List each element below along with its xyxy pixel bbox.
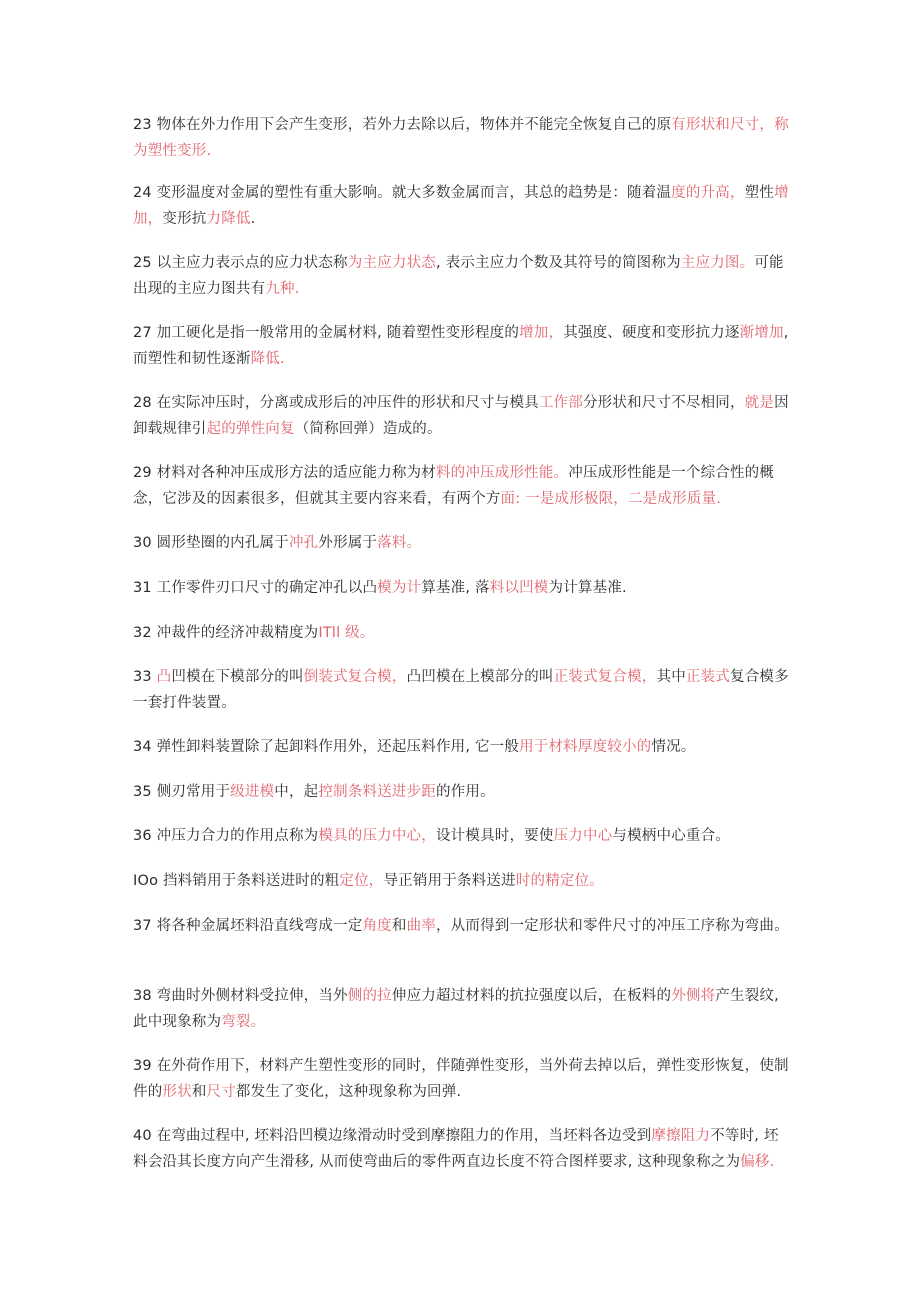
body-text: 27 加工硬化是指一般常用的金属材料, 随着塑性变形程度的: [133, 325, 520, 341]
body-text: 23 物体在外力作用下会产生变形，若外力去除以后，物体并不能完全恢复自己的原: [133, 117, 672, 133]
body-text: 32 冲裁件的经济冲裁精度为: [133, 625, 319, 641]
paragraph-35: [133, 779, 793, 805]
paragraph-24: [133, 180, 793, 232]
body-text: 外形属于: [318, 535, 378, 551]
highlighted-text: 正装式复合模，: [553, 669, 657, 685]
body-text: 其中: [656, 669, 686, 685]
highlighted-text: 冲孔: [288, 535, 319, 551]
highlighted-text: 主应力图。: [680, 255, 755, 271]
highlighted-text: 料的冲压成形性能。: [435, 465, 569, 481]
highlighted-text: 面: 一是成形极限，二是成形质量.: [500, 491, 722, 507]
highlighted-text: 模具的压力中心，: [318, 828, 436, 844]
paragraph-32: [133, 620, 793, 646]
highlighted-text: 侧的拉: [347, 988, 392, 1004]
body-text: 37 将各种金属坯料沿直线弯成一定: [133, 918, 363, 934]
body-text: 38 弯曲时外侧材料受拉伸，当外: [133, 988, 348, 1004]
highlighted-text: 形状: [162, 1084, 192, 1100]
body-text: 40 在弯曲过程中, 坯料沿凹模边缘滑动时受到摩擦阻力的作用，当坯料各边受到: [133, 1128, 652, 1144]
body-text: 33: [133, 669, 157, 685]
body-text: 为计算基准.: [548, 580, 627, 596]
paragraph-25: [133, 250, 793, 302]
paragraph-31: [133, 575, 793, 601]
highlighted-text: 落料。: [377, 535, 422, 551]
body-text: 凸凹模在上模部分的叫: [406, 669, 554, 685]
body-text: 和: [391, 918, 407, 934]
highlighted-text: 有形状和尺寸，称为塑性变形.: [133, 117, 789, 159]
body-text: 因卸载规律引: [133, 395, 789, 437]
paragraph-29: [133, 460, 793, 512]
highlighted-text: 起的弹性向复: [206, 421, 295, 437]
body-text: 复合模多一套打件装置。: [133, 669, 789, 711]
highlighted-text: 时的精定位。: [515, 873, 604, 889]
body-text: 30 圆形垫圈的内孔属于: [133, 535, 289, 551]
highlighted-text: 曲率: [406, 918, 436, 934]
highlighted-text: 偏移.: [740, 1154, 775, 1170]
body-text: 36 冲压力合力的作用点称为: [133, 828, 319, 844]
highlighted-text: 定位，: [339, 873, 384, 889]
body-text: 伸应力超过材料的抗拉强度以后，在板料的: [391, 988, 672, 1004]
body-text: 算基准, 落: [421, 580, 490, 596]
body-text: .: [250, 211, 256, 227]
body-text: , 表示主应力个数及其符号的简图称为: [435, 255, 681, 271]
paragraph-28: [133, 390, 793, 442]
highlighted-text: 增加，: [133, 185, 789, 227]
highlighted-text: 料以凹模: [489, 580, 549, 596]
highlighted-text: 角度: [362, 918, 392, 934]
highlighted-text: 压力中心: [553, 828, 613, 844]
highlighted-text: 增加，: [519, 325, 564, 341]
highlighted-text: 摩擦阻力: [651, 1128, 711, 1144]
body-text: 29 材料对各种冲压成形方法的适应能力称为材: [133, 465, 436, 481]
body-text: 导正销用于条料送进: [383, 873, 516, 889]
body-text: 设计模具时，要使: [435, 828, 554, 844]
body-text: 28 在实际冲压时，分离或成形后的冲压件的形状和尺寸与模具: [133, 395, 539, 411]
highlighted-text: 降低.: [250, 351, 285, 367]
highlighted-text: 外侧将: [671, 988, 716, 1004]
body-text: 和: [191, 1084, 207, 1100]
body-text: 24 变形温度对金属的塑性有重大影响。就大多数金属而言，其总的趋势是：随着温: [133, 185, 672, 201]
paragraph-23: [133, 112, 793, 164]
highlighted-text: 度的升高，: [671, 185, 745, 201]
body-text: , 而塑性和韧性逐渐: [133, 325, 789, 367]
highlighted-text: 九种.: [265, 281, 300, 297]
highlighted-text: 为主应力状态: [347, 255, 436, 271]
highlighted-text: 凸: [156, 669, 172, 685]
paragraph-33: [133, 664, 793, 716]
body-text: 与模柄中心重合。: [612, 828, 730, 844]
body-text: （简称回弹）造成的。: [294, 421, 442, 437]
paragraph-34: [133, 734, 793, 760]
body-text: 都发生了变化，这种现象称为回弹.: [235, 1084, 462, 1100]
body-text: 分形状和尺寸不尽相同，: [582, 395, 745, 411]
highlighted-text: ITll 级。: [318, 625, 375, 641]
paragraph-39: [133, 1053, 793, 1105]
body-text: 不等时, 坯料会沿其长度方向产生滑移, 从而使弯曲后的零件两直边长度不符合图样要求, 这种现象称之为: [133, 1128, 779, 1170]
body-text: 25 以主应力表示点的应力状态称: [133, 255, 348, 271]
body-text: ，从而得到一定形状和零件尺寸的冲压工序称为弯曲。: [435, 918, 789, 934]
highlighted-text: 级进模: [230, 784, 275, 800]
highlighted-text: 力降低: [206, 211, 251, 227]
body-text: 凹模在下模部分的叫: [171, 669, 304, 685]
highlighted-text: 倒装式复合模，: [303, 669, 407, 685]
body-text: 中，起: [274, 784, 319, 800]
body-text: 产生裂纹, 此中现象称为: [133, 988, 779, 1030]
paragraph-37: [133, 913, 793, 939]
body-text: 的作用。: [436, 784, 495, 800]
paragraph-36: [133, 823, 793, 849]
paragraph-40: [133, 1123, 793, 1175]
highlighted-text: 尺寸: [206, 1084, 236, 1100]
highlighted-text: 正装式: [685, 669, 731, 685]
body-text: 变形抗: [162, 211, 207, 227]
highlighted-text: 工作部: [538, 395, 583, 411]
highlighted-text: 弯裂。: [221, 1014, 266, 1030]
highlighted-text: 控制条料送进步距: [318, 784, 436, 800]
paragraph-38: [133, 983, 793, 1035]
body-text: IOo 挡料销用于条料送进时的粗: [133, 873, 340, 889]
body-text: 35 侧刃常用于: [133, 784, 231, 800]
paragraph-27: [133, 320, 793, 372]
body-text: 39 在外荷作用下，材料产生塑性变形的同时，伴随弹性变形，当外荷去掉以后，弹性变形恢复，使制件的: [133, 1058, 789, 1100]
highlighted-text: 模为计: [377, 580, 422, 596]
highlighted-text: 就是: [744, 395, 775, 411]
highlighted-text: 用于材料厚度较小的: [519, 739, 652, 755]
highlighted-text: 渐增加: [739, 325, 784, 341]
body-text: 34 弹性卸料装置除了起卸料作用外，还起压料作用, 它一般: [133, 739, 520, 755]
body-text: 塑性: [744, 185, 775, 201]
paragraph-ioo: [133, 868, 793, 894]
body-text: 冲压成形性能是一个综合性的概念，它涉及的因素很多，但就其主要内容来看，有两个方: [133, 465, 775, 507]
body-text: 31 工作零件刃口尺寸的确定冲孔以凸: [133, 580, 378, 596]
body-text: 情况。: [651, 739, 696, 755]
paragraph-30: [133, 530, 793, 556]
body-text: 其强度、硬度和变形抗力逐: [563, 325, 740, 341]
body-text: 可能出现的主应力图共有: [133, 255, 784, 297]
